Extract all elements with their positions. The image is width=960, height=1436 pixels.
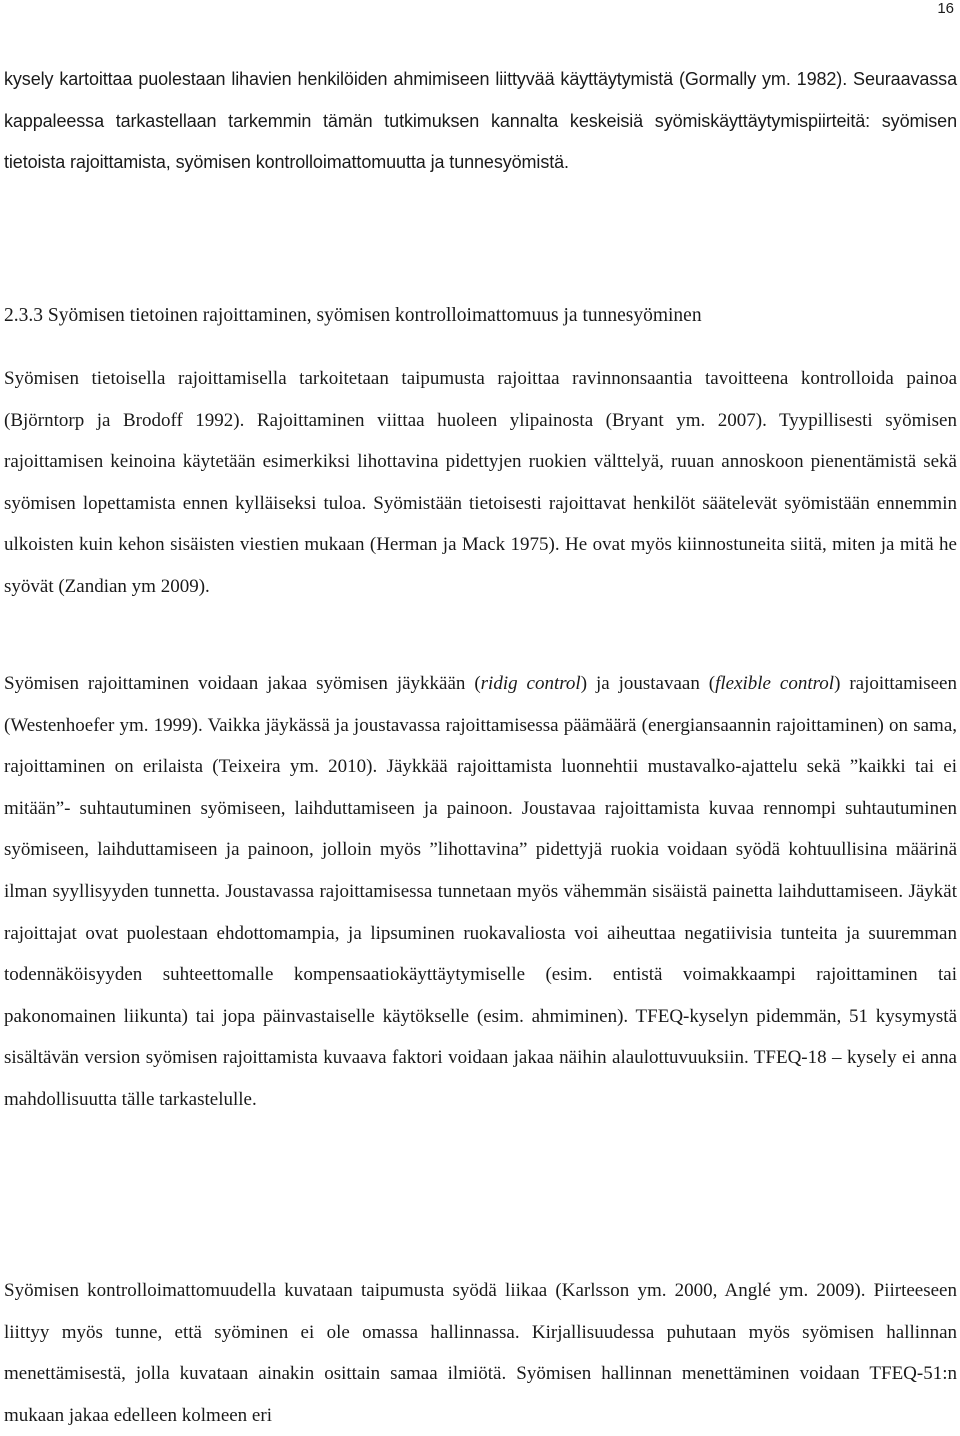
paragraph-text: ) rajoittamiseen (Westenhoefer ym. 1999). Vaikka jäykässä ja joustavassa rajoittamisessa päämäärä (energiansaannin rajoittaminen) on sama, rajoittaminen on erilaista (Teixeira ym. 2010). Jäykkää rajoittamista luonnehtii mustavalko-ajattelu sekä ”kaikki tai ei mitään”- suhtautuminen syömiseen, laihduttamiseen ja painoon. Joustavaa rajoittamista kuvaa rennompi suhtautuminen syömiseen, laihduttamiseen ja painoon, jolloin myös ”lihottavina” pidettyjä ruokia voidaan syödä kohtuullisina määrinä ilman syyllisyyden tunnetta. Joustavassa rajoittamisessa tunnetaan myös vähemmän sisäistä painetta laihduttamiseen. Jäykät rajoittajat ovat puolestaan ehdottomampia, ja lipsuminen ruokavaliosta voi aiheuttaa negatiivisia tunteita ja suuremman todennäköisyyden suhteettomalle kompensaatiokäyttäytymiselle (esim. entistä voimakkaampi rajoittaminen tai pakonomainen liikunta) tai jopa päinvastaiselle käytökselle (esim. ahmiminen). TFEQ-kyselyn pidemmän, 51 kysymystä sisältävän version syömisen rajoittamista kuvaava faktori voidaan jakaa näihin alaulottuvuuksiin. TFEQ-18 – kysely ei anna mahdollisuutta tälle tarkastelulle. [4, 673, 957, 1110]
page-number: 16 [937, 0, 954, 17]
term-rigid-control: ridig control [480, 673, 581, 694]
term-flexible-control: flexible control [715, 673, 835, 694]
paragraph-text: Syömisen rajoittaminen voidaan jakaa syömisen jäykkään ( [4, 673, 481, 694]
section-heading: 2.3.3 Syömisen tietoinen rajoittaminen, syömisen kontrolloimattomuus ja tunnesyöminen [4, 305, 702, 326]
paragraph-text: ) ja joustavaan ( [580, 673, 716, 694]
paragraph-uncontrolled-eating: Syömisen kontrolloimattomuudella kuvataan taipumusta syödä liikaa (Karlsson ym. 2000, Anglé ym. 2009). Piirteeseen liittyy myös tunne, että syöminen ei ole omassa hallinnassa. Kirjallisuudessa puhutaan myös syömisen hallinnan menettämisestä, jolla kuvataan ainakin osittain samaa ilmiötä. Syömisen hallinnan menettäminen voidaan TFEQ-51:n mukaan jakaa edelleen kolmeen eri [4, 1280, 957, 1426]
paragraph-rigid-flexible-control [4, 663, 957, 1121]
intro-paragraph: kysely kartoittaa puolestaan lihavien henkilöiden ahmimiseen liittyvää käyttäytymistä (Gormally ym. 1982). Seuraavassa kappaleessa tarkastellaan tarkemmin tämän tutkimuksen kannalta keskeisiä syömiskäyttäytymispiirteitä: syömisen tietoista rajoittamista, syömisen kontrolloimattomuutta ja tunnesyömistä. [4, 69, 957, 172]
paragraph-restraint-definition: Syömisen tietoisella rajoittamisella tarkoitetaan taipumusta rajoittaa ravinnonsaantia tavoitteena kontrolloida painoa (Björntorp ja Brodoff 1992). Rajoittaminen viittaa huoleen ylipainosta (Bryant ym. 2007). Tyypillisesti syömisen rajoittamisen keinoina käytetään esimerkiksi lihottavina pidettyjen ruokien välttelyä, ruuan annoskoon pienentämistä sekä syömisen lopettamista ennen kylläiseksi tuloa. Syömistään tietoisesti rajoittavat henkilöt säätelevät syömistään ennemmin ulkoisten kuin kehon sisäisten viestien mukaan (Herman ja Mack 1975). He ovat myös kiinnostuneita siitä, miten ja mitä he syövät (Zandian ym 2009). [4, 368, 957, 597]
